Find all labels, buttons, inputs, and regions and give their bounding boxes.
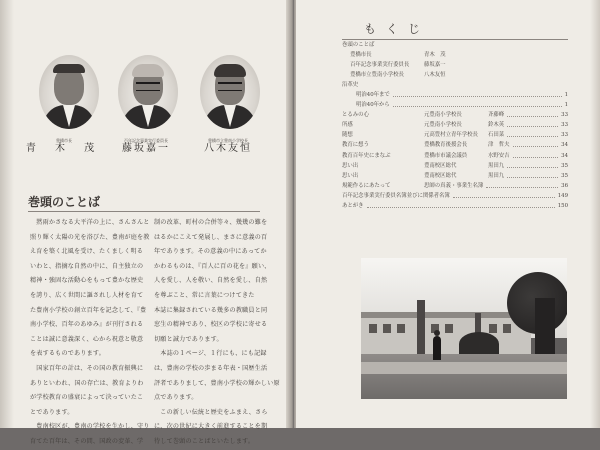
toc-title: 豊橋市立豊南小学校長 xyxy=(350,72,404,79)
toc-leader xyxy=(507,177,558,178)
toc-leader xyxy=(513,157,558,158)
foreword-column-2 xyxy=(154,216,280,450)
toc-title: 百年記念事業実行委員長 xyxy=(350,62,410,69)
text-line: が学校教育の盛衰によって決っていたこ xyxy=(30,394,144,402)
text-line: え育を築く北風を受け、たくましく明る xyxy=(30,248,144,256)
portrait-photo-3 xyxy=(200,55,260,129)
toc-author: 豊橋教育後援会長 xyxy=(424,142,468,149)
toc-title: 明治40年から xyxy=(356,102,390,109)
toc-page: 1 xyxy=(564,92,568,99)
text-line: かわるものは、『百人に百の花を』願い、 xyxy=(154,262,271,270)
text-line: 待して巻頭のことばといたします。 xyxy=(154,437,255,445)
left-page xyxy=(0,0,292,445)
portrait-caption-3 xyxy=(188,138,268,155)
toc-entry[interactable] xyxy=(342,60,568,70)
text-line: を誇り、広く世間に謳されし人材を育て xyxy=(30,291,144,299)
toc-leader xyxy=(393,106,562,107)
toc-entry[interactable] xyxy=(342,120,568,130)
toc-title: あとがき xyxy=(342,202,364,209)
text-line: は、豊南の学校の歩まる年表・国歴生活 xyxy=(154,364,268,372)
toc-author: 青木 茂 xyxy=(424,52,446,59)
toc-name: 津 哲夫 xyxy=(488,142,510,149)
toc-page: 150 xyxy=(557,202,568,209)
toc-name: 黒田九 xyxy=(488,172,505,179)
text-line: 本誌に集録されている幾多の教職員と同 xyxy=(154,306,268,314)
toc-title: 随想 xyxy=(342,132,353,139)
toc-entry[interactable] xyxy=(342,40,568,50)
toc-leader xyxy=(507,126,558,127)
portrait-photo-2 xyxy=(118,55,178,129)
toc-title: 巻頭のことば xyxy=(342,42,375,48)
portrait-name: 青 木 茂 xyxy=(25,143,103,154)
text-line: とであります。 xyxy=(30,408,74,416)
toc-entry[interactable] xyxy=(342,171,568,181)
toc-page: 34 xyxy=(561,152,568,159)
text-line: はるかにこえて発展し、まさに意義の百 xyxy=(154,233,268,241)
text-line: 照り輝く太陽の光を浴びた、豊南が庭を教 xyxy=(30,233,150,241)
toc-entry[interactable] xyxy=(342,191,568,201)
toc-page: 34 xyxy=(561,142,568,149)
toc-author: 豊南校区総代 xyxy=(424,162,457,169)
text-line: 豊南校区が、豊南の学校を生かし、守り xyxy=(30,423,150,431)
text-line: 黙雨かさなる大平洋の上に、さんさんと xyxy=(30,219,150,226)
toc-title: 思い出 xyxy=(342,162,359,169)
toc-title: 教育に想う xyxy=(342,142,369,149)
toc-leader xyxy=(507,167,558,168)
toc-page: 35 xyxy=(561,162,568,169)
toc-page: 1 xyxy=(564,102,568,109)
toc-name: 斉藤峰 xyxy=(488,112,505,119)
toc-page: 36 xyxy=(561,182,568,189)
toc-title: 沿革史 xyxy=(342,82,359,89)
toc-author: 元豊南小学校長 xyxy=(424,112,462,119)
text-line: を尊ぶこと、常に言葉につけてきた xyxy=(154,291,255,299)
portrait-role: 豊橋市立豊南小学校長 xyxy=(208,138,248,143)
toc-entry[interactable] xyxy=(342,151,568,161)
school-photo xyxy=(361,258,567,399)
text-line: を表するものであります。 xyxy=(30,350,106,358)
toc-page: 33 xyxy=(561,112,568,119)
text-line: 育てた百年は、その間、国政の変革、学 xyxy=(30,437,144,445)
toc-entry[interactable] xyxy=(342,80,568,90)
text-line: 評者でありまして、豊南小学校の輝かしい原 xyxy=(154,379,280,387)
contents-title: もくじ xyxy=(364,22,431,36)
text-line: 切願と誠力であります。 xyxy=(154,335,223,343)
text-line: 国家百年の計は、その国の教育振興に xyxy=(30,364,144,372)
toc-entry[interactable] xyxy=(342,50,568,60)
toc-author: 八木友恒 xyxy=(424,72,446,79)
portrait-role: 豊橋市長 xyxy=(56,138,72,143)
toc-entry[interactable] xyxy=(342,140,568,150)
toc-title: 教育百年史にまなぶ xyxy=(342,152,391,159)
text-line: 南小学校、百年のあゆみ』が刊行される xyxy=(30,321,144,329)
toc-title: 規範作るにあたって xyxy=(342,182,391,189)
text-line: た豊南小学校の創立百年を記念して、『豊 xyxy=(30,306,147,314)
portrait-caption-2 xyxy=(106,138,186,155)
toc-name: 鈴木英 xyxy=(488,122,505,129)
toc-title: 思い出 xyxy=(342,172,359,179)
toc-leader xyxy=(486,187,558,188)
toc-page: 35 xyxy=(561,172,568,179)
toc-name: 石田菜 xyxy=(488,132,505,139)
toc-author: 豊南校区総代 xyxy=(424,172,457,179)
text-line: 精神・強固な活動心をもって豊かな歴史 xyxy=(30,277,144,285)
section-rule xyxy=(28,211,260,212)
section-title: 巻頭のことば xyxy=(28,195,101,209)
toc-page: 149 xyxy=(557,192,568,199)
table-of-contents xyxy=(342,40,568,211)
text-line: いわと、指摘な自然の中に、自主独立の xyxy=(30,262,144,270)
portrait-name: 八木友恒 xyxy=(204,143,252,154)
text-line: に、次の世紀に大きく前進することを期 xyxy=(154,423,268,431)
portrait-photo-1 xyxy=(39,55,99,129)
toc-entry[interactable] xyxy=(342,181,568,191)
text-line: 制の改革、町村の合併等々、幾幾の難を xyxy=(154,219,268,226)
toc-entry[interactable] xyxy=(342,161,568,171)
toc-author: 元高豊村立青年学校長 xyxy=(424,132,478,139)
toc-title: 明治40年まで xyxy=(356,92,390,99)
toc-title: 百年記念事業実行委員名簿並びに関係者名簿 xyxy=(342,192,450,199)
text-line: 窓生の精神であり、校区の学校に寄せる xyxy=(154,321,268,329)
text-line: 点であります。 xyxy=(154,394,198,402)
portrait-caption-1 xyxy=(24,138,104,155)
toc-page: 33 xyxy=(561,132,568,139)
toc-leader xyxy=(393,96,562,97)
foreword-column-1 xyxy=(30,216,150,450)
toc-leader xyxy=(453,197,555,198)
toc-entry[interactable] xyxy=(342,100,568,110)
toc-leader xyxy=(507,136,558,137)
toc-author: 元豊南小学校長 xyxy=(424,122,462,129)
toc-leader xyxy=(367,207,555,208)
text-line: ありといわれ、国の存亡は、教育よりわ xyxy=(30,379,144,387)
toc-leader xyxy=(513,146,558,147)
toc-name: 水野安吉 xyxy=(488,152,510,159)
toc-title: 豊橋市長 xyxy=(350,52,372,59)
toc-author: 思師の真義・事業生名簿 xyxy=(424,182,484,189)
toc-leader xyxy=(507,116,558,117)
page-shadow xyxy=(0,0,14,428)
portrait-role: 百年記念事業実行委員長 xyxy=(124,138,168,143)
toc-title: とるみの心 xyxy=(342,112,369,119)
text-line: 本誌の１ページ、１行にも、にも記録 xyxy=(154,350,267,358)
text-line: 人を愛し、人を敬い、自然を愛し、自然 xyxy=(154,277,268,285)
text-line: この新しい伝統と歴史をふまえ、さら xyxy=(154,408,268,416)
toc-author: 豊橋市市議会議員 xyxy=(424,152,468,159)
text-line: 年であります。その意義の中にあってか xyxy=(154,248,267,256)
toc-name: 黒田九 xyxy=(488,162,505,169)
toc-entry[interactable] xyxy=(342,201,568,211)
toc-entry[interactable] xyxy=(342,70,568,80)
text-line: ことは誠に意義深く、心から祝意と敬意 xyxy=(30,335,144,343)
portrait-name: 藤坂嘉一 xyxy=(122,143,170,154)
toc-title: 所感 xyxy=(342,122,353,129)
toc-page: 33 xyxy=(561,122,568,129)
toc-entry[interactable] xyxy=(342,90,568,100)
toc-entry[interactable] xyxy=(342,110,568,120)
toc-entry[interactable] xyxy=(342,130,568,140)
toc-author: 藤坂嘉一 xyxy=(424,62,446,69)
page-shadow xyxy=(590,0,600,428)
